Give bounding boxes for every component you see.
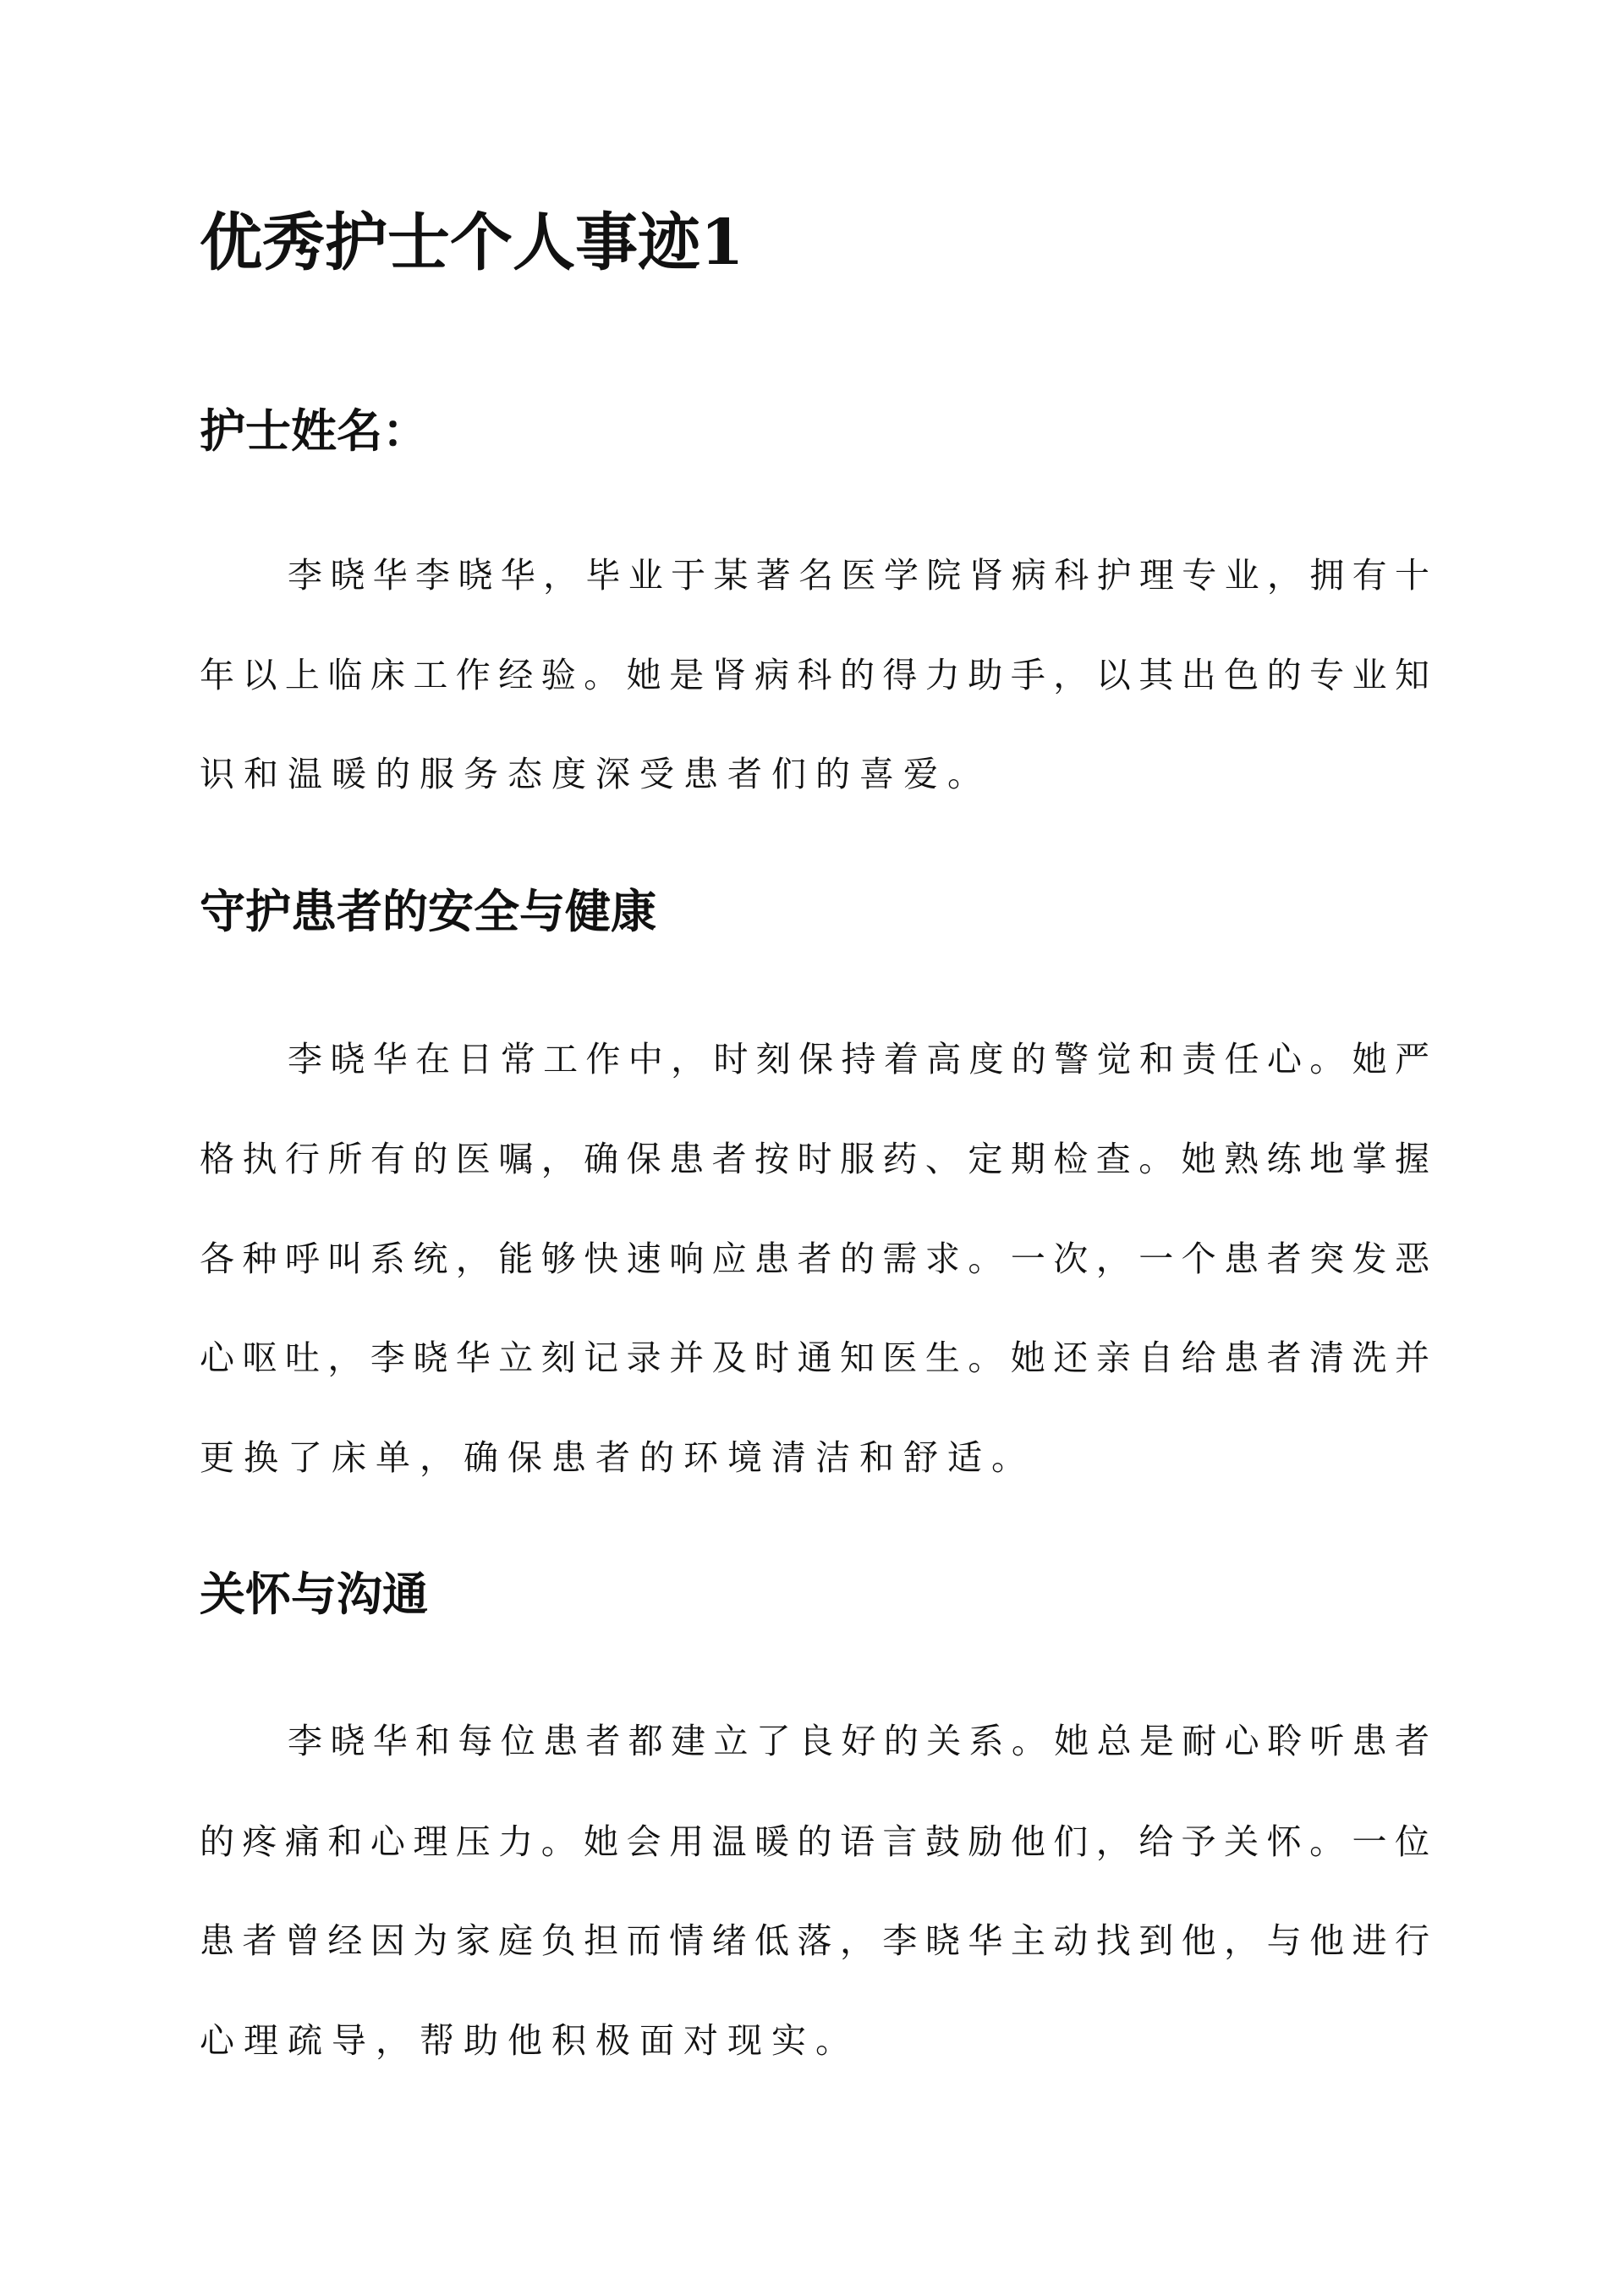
paragraph-line: 心理疏导，帮助他积极面对现实。 [200, 2020, 859, 2061]
section-heading-safety: 守护患者的安全与健康 [200, 884, 656, 938]
paragraph-line: 更换了床单，确保患者的环境清洁和舒适。 [200, 1437, 1035, 1478]
paragraph-line: 年以上临床工作经验。她是肾病科的得力助手，以其出色的专业知 [200, 655, 1429, 695]
paragraph-line: 各种呼叫系统，能够快速响应患者的需求。一次，一个患者突发恶 [200, 1239, 1429, 1279]
paragraph-line: 李晓华李晓华，毕业于某著名医学院肾病科护理专业，拥有十 [288, 555, 1429, 596]
document-title: 优秀护士个人事迹1 [200, 206, 744, 279]
paragraph-line: 李晓华在日常工作中，时刻保持着高度的警觉和责任心。她严 [288, 1039, 1429, 1079]
section-heading-care: 关怀与沟通 [200, 1567, 428, 1621]
paragraph-line: 患者曾经因为家庭负担而情绪低落，李晓华主动找到他，与他进行 [200, 1920, 1429, 1961]
paragraph-line: 心呕吐，李晓华立刻记录并及时通知医生。她还亲自给患者清洗并 [200, 1338, 1429, 1378]
paragraph-line: 格执行所有的医嘱，确保患者按时服药、定期检查。她熟练地掌握 [200, 1139, 1429, 1179]
paragraph-line: 李晓华和每位患者都建立了良好的关系。她总是耐心聆听患者 [288, 1721, 1429, 1761]
section-heading-nurse-name: 护士姓名： [200, 404, 428, 458]
paragraph-line: 的疼痛和心理压力。她会用温暖的语言鼓励他们，给予关怀。一位 [200, 1821, 1429, 1862]
paragraph-line: 识和温暖的服务态度深受患者们的喜爱。 [200, 754, 991, 794]
